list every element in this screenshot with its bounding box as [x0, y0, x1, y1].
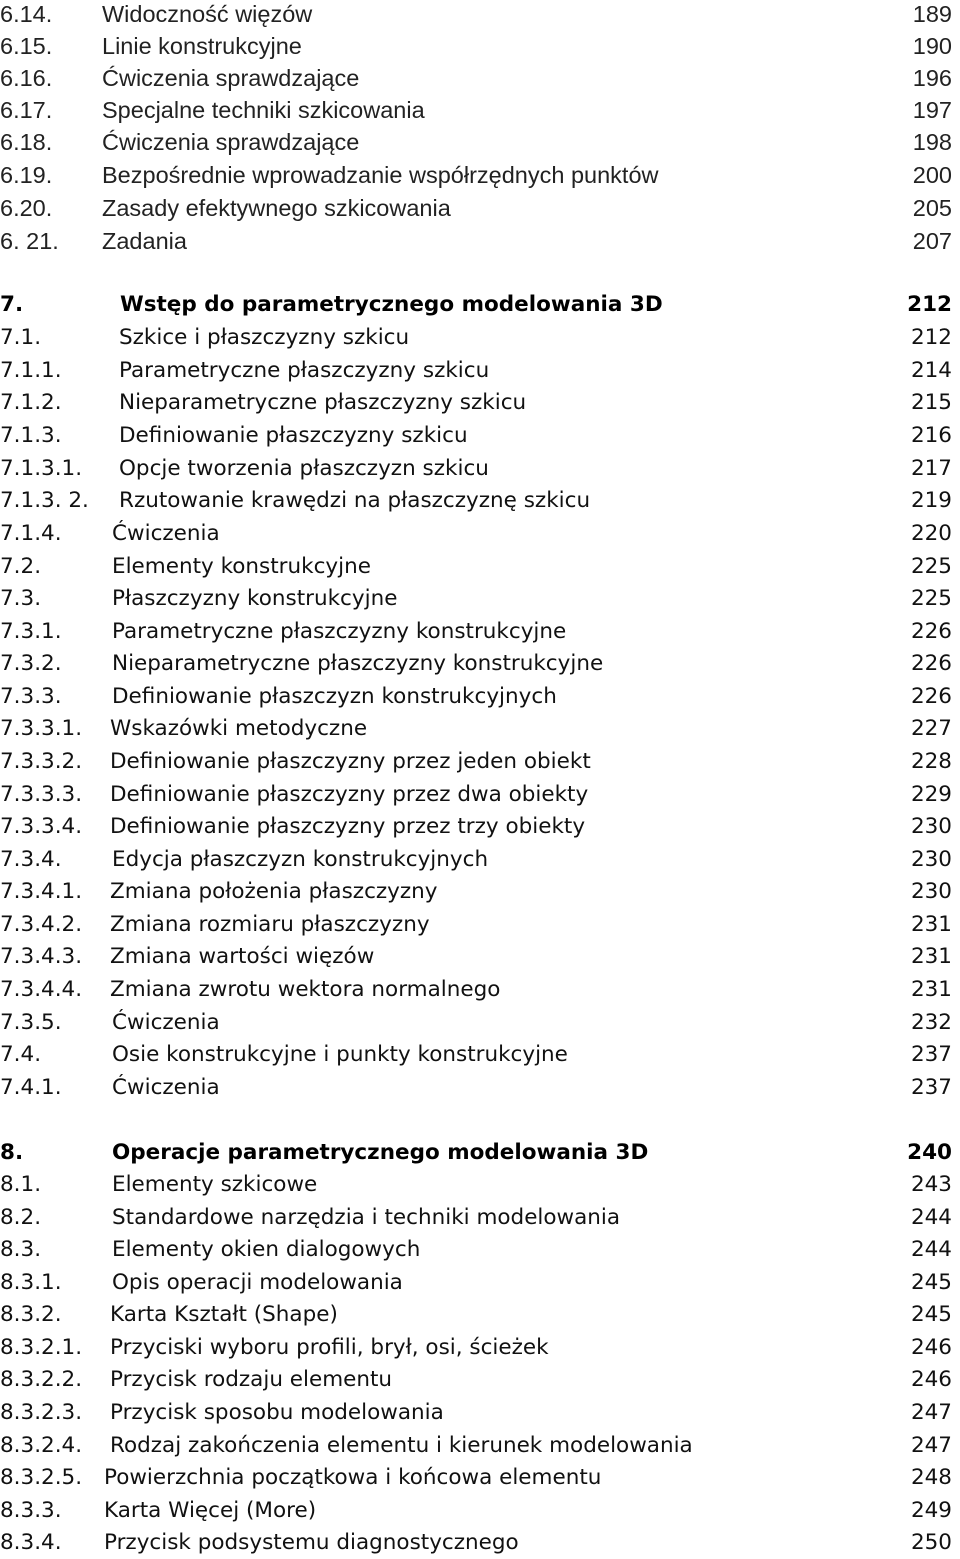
- toc-section-number: 8.3.2.1.: [0, 1335, 83, 1360]
- toc-section-number: 7.1.4.: [0, 521, 62, 546]
- toc-page-number: 225: [910, 554, 952, 579]
- toc-section-number: 7.3.3.4.: [0, 814, 83, 839]
- toc-row: [0, 192, 960, 224]
- toc-page-number: 244: [910, 1205, 952, 1230]
- toc-row: [0, 876, 960, 908]
- toc-row: [0, 1332, 960, 1364]
- toc-row: [0, 811, 960, 843]
- toc-section-title: Przycisk podsystemu diagnostycznego: [104, 1530, 519, 1555]
- toc-section-title: Definiowanie płaszczyzny szkicu: [119, 423, 468, 448]
- toc-section-title: Specjalne techniki szkicowania: [102, 97, 425, 123]
- toc-section-title: Nieparametryczne płaszczyzny szkicu: [119, 390, 527, 415]
- toc-row: [0, 1462, 960, 1494]
- toc-section-number: 6.20.: [0, 195, 53, 221]
- toc-section-number: 7.3.4.: [0, 847, 62, 872]
- toc-page-number: 249: [910, 1498, 952, 1523]
- toc-page-number: 243: [910, 1172, 952, 1197]
- toc-page-number: 246: [910, 1367, 952, 1392]
- toc-row: [0, 1137, 960, 1169]
- toc-row: [0, 1364, 960, 1396]
- toc-page-number: 214: [910, 358, 952, 383]
- toc-section-number: 6.17.: [0, 97, 53, 123]
- toc-page-number: 212: [910, 325, 952, 350]
- toc-row: [0, 941, 960, 973]
- toc-page-number: 244: [910, 1237, 952, 1262]
- toc-section-title: Zmiana położenia płaszczyzny: [110, 879, 438, 904]
- toc-section-title: Widoczność więzów: [102, 1, 313, 27]
- toc-row: [0, 1072, 960, 1104]
- toc-section-number: 7.1.: [0, 325, 42, 350]
- toc-section-title: Zmiana wartości więzów: [110, 944, 375, 969]
- toc-section-number: 7.: [0, 292, 24, 317]
- toc-section-number: 7.3.2.: [0, 651, 62, 676]
- toc-section-number: 7.4.: [0, 1042, 42, 1067]
- toc-section-number: 7.3.3.2.: [0, 749, 83, 774]
- toc-page-number: 232: [910, 1010, 952, 1035]
- toc-page-number: 245: [910, 1302, 952, 1327]
- toc-row: [0, 583, 960, 615]
- toc-page-number: 207: [912, 228, 952, 254]
- toc-page-number: 230: [910, 814, 952, 839]
- toc-page-number: 220: [910, 521, 952, 546]
- toc-row: [0, 974, 960, 1006]
- toc-section-number: 7.3.5.: [0, 1010, 62, 1035]
- toc-section-number: 7.3.4.3.: [0, 944, 83, 969]
- toc-section-title: Zadania: [102, 228, 187, 254]
- toc-section-title: Ćwiczenia: [112, 521, 220, 546]
- toc-page-number: 237: [910, 1042, 952, 1067]
- toc-page-number: 230: [910, 847, 952, 872]
- toc-section-title: Osie konstrukcyjne i punkty konstrukcyjne: [112, 1042, 568, 1067]
- toc-section-title: Bezpośrednie wprowadzanie współrzędnych punktów: [102, 162, 659, 188]
- toc-section-title: Przycisk sposobu modelowania: [110, 1400, 444, 1425]
- toc-section-number: 6.15.: [0, 33, 53, 59]
- toc-page-number: 250: [910, 1530, 952, 1555]
- toc-page-number: 229: [910, 782, 952, 807]
- toc-page-number: 216: [910, 423, 952, 448]
- toc-row: [0, 1495, 960, 1527]
- toc-section-title: Wstęp do parametrycznego modelowania 3D: [120, 292, 663, 317]
- toc-section-title: Nieparametryczne płaszczyzny konstrukcyjne: [112, 651, 604, 676]
- toc-section-number: 7.1.3.: [0, 423, 62, 448]
- toc-row: [0, 159, 960, 191]
- toc-section-title: Ćwiczenia: [112, 1010, 220, 1035]
- toc-section-number: 7.3.: [0, 586, 42, 611]
- toc-row: [0, 30, 960, 62]
- toc-section-title: Karta Kształt (Shape): [110, 1302, 338, 1327]
- toc-section-title: Definiowanie płaszczyzny przez jeden obiekt: [110, 749, 591, 774]
- toc-section-number: 7.1.3. 2.: [0, 488, 89, 513]
- toc-section-title: Opcje tworzenia płaszczyzn szkicu: [119, 456, 489, 481]
- toc-page-number: 197: [912, 97, 952, 123]
- toc-section-number: 8.3.2.5.: [0, 1465, 83, 1490]
- toc-section-title: Parametryczne płaszczyzny szkicu: [119, 358, 490, 383]
- toc-page-number: 219: [910, 488, 952, 513]
- toc-page-number: 231: [910, 944, 952, 969]
- toc-section-title: Operacje parametrycznego modelowania 3D: [112, 1140, 649, 1165]
- toc-page-number: 200: [912, 162, 952, 188]
- toc-section-title: Elementy szkicowe: [112, 1172, 318, 1197]
- toc-page-number: 248: [910, 1465, 952, 1490]
- toc-section-title: Płaszczyzny konstrukcyjne: [112, 586, 398, 611]
- toc-page-number: 226: [910, 684, 952, 709]
- toc-section-title: Definiowanie płaszczyzn konstrukcyjnych: [112, 684, 557, 709]
- toc-row: [0, 225, 960, 257]
- toc-section-number: 7.1.3.1.: [0, 456, 83, 481]
- toc-page-number: 196: [912, 65, 952, 91]
- toc-section-number: 8.3.2.4.: [0, 1433, 83, 1458]
- toc-section-title: Szkice i płaszczyzny szkicu: [119, 325, 410, 350]
- toc-section-title: Definiowanie płaszczyzny przez trzy obiekty: [110, 814, 586, 839]
- toc-row: [0, 746, 960, 778]
- toc-page-number: 231: [910, 912, 952, 937]
- toc-section-title: Wskazówki metodyczne: [110, 716, 368, 741]
- toc-section-title: Standardowe narzędzia i techniki modelowania: [112, 1205, 621, 1230]
- toc-page-number: 246: [910, 1335, 952, 1360]
- toc-row: [0, 0, 960, 30]
- toc-row: [0, 1202, 960, 1234]
- toc-page-number: 190: [912, 33, 952, 59]
- toc-section-title: Parametryczne płaszczyzny konstrukcyjne: [112, 619, 567, 644]
- toc-row: [0, 1299, 960, 1331]
- toc-row: [0, 1527, 960, 1559]
- toc-section-title: Zmiana rozmiaru płaszczyzny: [110, 912, 430, 937]
- toc-section-number: 7.3.4.1.: [0, 879, 83, 904]
- toc-section-number: 7.3.4.2.: [0, 912, 83, 937]
- toc-row: [0, 355, 960, 387]
- toc-section-title: Edycja płaszczyzn konstrukcyjnych: [112, 847, 489, 872]
- toc-section-number: 8.3.1.: [0, 1270, 62, 1295]
- toc-section-title: Ćwiczenia sprawdzające: [102, 129, 360, 155]
- toc-row: [0, 322, 960, 354]
- toc-row: [0, 844, 960, 876]
- toc-section-number: 7.3.1.: [0, 619, 62, 644]
- toc-row: [0, 713, 960, 745]
- toc-section-number: 7.2.: [0, 554, 42, 579]
- toc-section-title: Zasady efektywnego szkicowania: [102, 195, 451, 221]
- toc-row: [0, 1039, 960, 1071]
- toc-row: [0, 126, 960, 158]
- toc-section-number: 7.3.4.4.: [0, 977, 83, 1002]
- toc-page-number: 231: [910, 977, 952, 1002]
- toc-section-number: 6.18.: [0, 129, 53, 155]
- toc-page-number: 205: [912, 195, 952, 221]
- toc-row: [0, 453, 960, 485]
- toc-section-number: 8.3.2.3.: [0, 1400, 83, 1425]
- toc-row: [0, 1267, 960, 1299]
- toc-row: [0, 1007, 960, 1039]
- toc-row: [0, 1430, 960, 1462]
- toc-section-title: Powierzchnia początkowa i końcowa elementu: [104, 1465, 602, 1490]
- toc-section-title: Ćwiczenia: [112, 1075, 220, 1100]
- toc-row: [0, 387, 960, 419]
- toc-page-number: 247: [910, 1433, 952, 1458]
- toc-page-number: 228: [910, 749, 952, 774]
- toc-section-number: 8.2.: [0, 1205, 42, 1230]
- toc-section-number: 6.19.: [0, 162, 53, 188]
- toc-row: [0, 420, 960, 452]
- toc-section-number: 8.3.2.: [0, 1302, 62, 1327]
- toc-row: [0, 289, 960, 321]
- toc-page-number: 215: [910, 390, 952, 415]
- toc-page-number: 226: [910, 619, 952, 644]
- toc-section-title: Rodzaj zakończenia elementu i kierunek modelowania: [110, 1433, 693, 1458]
- toc-page-number: 212: [907, 292, 952, 317]
- toc-row: [0, 94, 960, 126]
- toc-section-title: Elementy konstrukcyjne: [112, 554, 371, 579]
- toc-section-title: Przycisk rodzaju elementu: [110, 1367, 393, 1392]
- toc-section-number: 7.3.3.1.: [0, 716, 83, 741]
- toc-section-number: 8.1.: [0, 1172, 42, 1197]
- toc-section-title: Ćwiczenia sprawdzające: [102, 65, 360, 91]
- toc-section-title: Rzutowanie krawędzi na płaszczyznę szkicu: [119, 488, 591, 513]
- toc-row: [0, 485, 960, 517]
- toc-row: [0, 779, 960, 811]
- toc-page-number: 217: [910, 456, 952, 481]
- toc-section-title: Definiowanie płaszczyzny przez dwa obiekty: [110, 782, 589, 807]
- toc-page-number: 198: [912, 129, 952, 155]
- toc-section-title: Zmiana zwrotu wektora normalnego: [110, 977, 501, 1002]
- toc-section-title: Karta Więcej (More): [104, 1498, 317, 1523]
- toc-section-number: 7.3.3.: [0, 684, 62, 709]
- toc-section-number: 7.1.2.: [0, 390, 62, 415]
- toc-page-number: 226: [910, 651, 952, 676]
- toc-row: [0, 1169, 960, 1201]
- toc-section-number: 8.3.3.: [0, 1498, 62, 1523]
- toc-section-number: 7.1.1.: [0, 358, 62, 383]
- toc-page-number: 225: [910, 586, 952, 611]
- toc-row: [0, 616, 960, 648]
- toc-row: [0, 648, 960, 680]
- toc-page-number: 230: [910, 879, 952, 904]
- toc-section-title: Przyciski wyboru profili, brył, osi, ścieżek: [110, 1335, 549, 1360]
- toc-section-number: 8.3.: [0, 1237, 42, 1262]
- toc-section-number: 7.4.1.: [0, 1075, 62, 1100]
- toc-section-number: 8.3.2.2.: [0, 1367, 83, 1392]
- toc-section-number: 8.3.4.: [0, 1530, 62, 1555]
- toc-page-number: 189: [912, 1, 952, 27]
- toc-row: [0, 551, 960, 583]
- toc-section-number: 6.16.: [0, 65, 53, 91]
- toc-row: [0, 1397, 960, 1429]
- toc-section-title: Elementy okien dialogowych: [112, 1237, 421, 1262]
- toc-section-number: 6.14.: [0, 1, 53, 27]
- toc-row: [0, 62, 960, 94]
- toc-page-number: 227: [910, 716, 952, 741]
- toc-row: [0, 1234, 960, 1266]
- toc-page-number: 240: [907, 1140, 952, 1165]
- toc-section-number: 6. 21.: [0, 228, 59, 254]
- toc-page-number: 245: [910, 1270, 952, 1295]
- toc-section-title: Opis operacji modelowania: [112, 1270, 403, 1295]
- toc-section-title: Linie konstrukcyjne: [102, 33, 302, 59]
- toc-row: [0, 681, 960, 713]
- toc-row: [0, 909, 960, 941]
- toc-page-number: 247: [910, 1400, 952, 1425]
- toc-page-number: 237: [910, 1075, 952, 1100]
- toc-section-number: 7.3.3.3.: [0, 782, 83, 807]
- toc-row: [0, 518, 960, 550]
- toc-section-number: 8.: [0, 1140, 24, 1165]
